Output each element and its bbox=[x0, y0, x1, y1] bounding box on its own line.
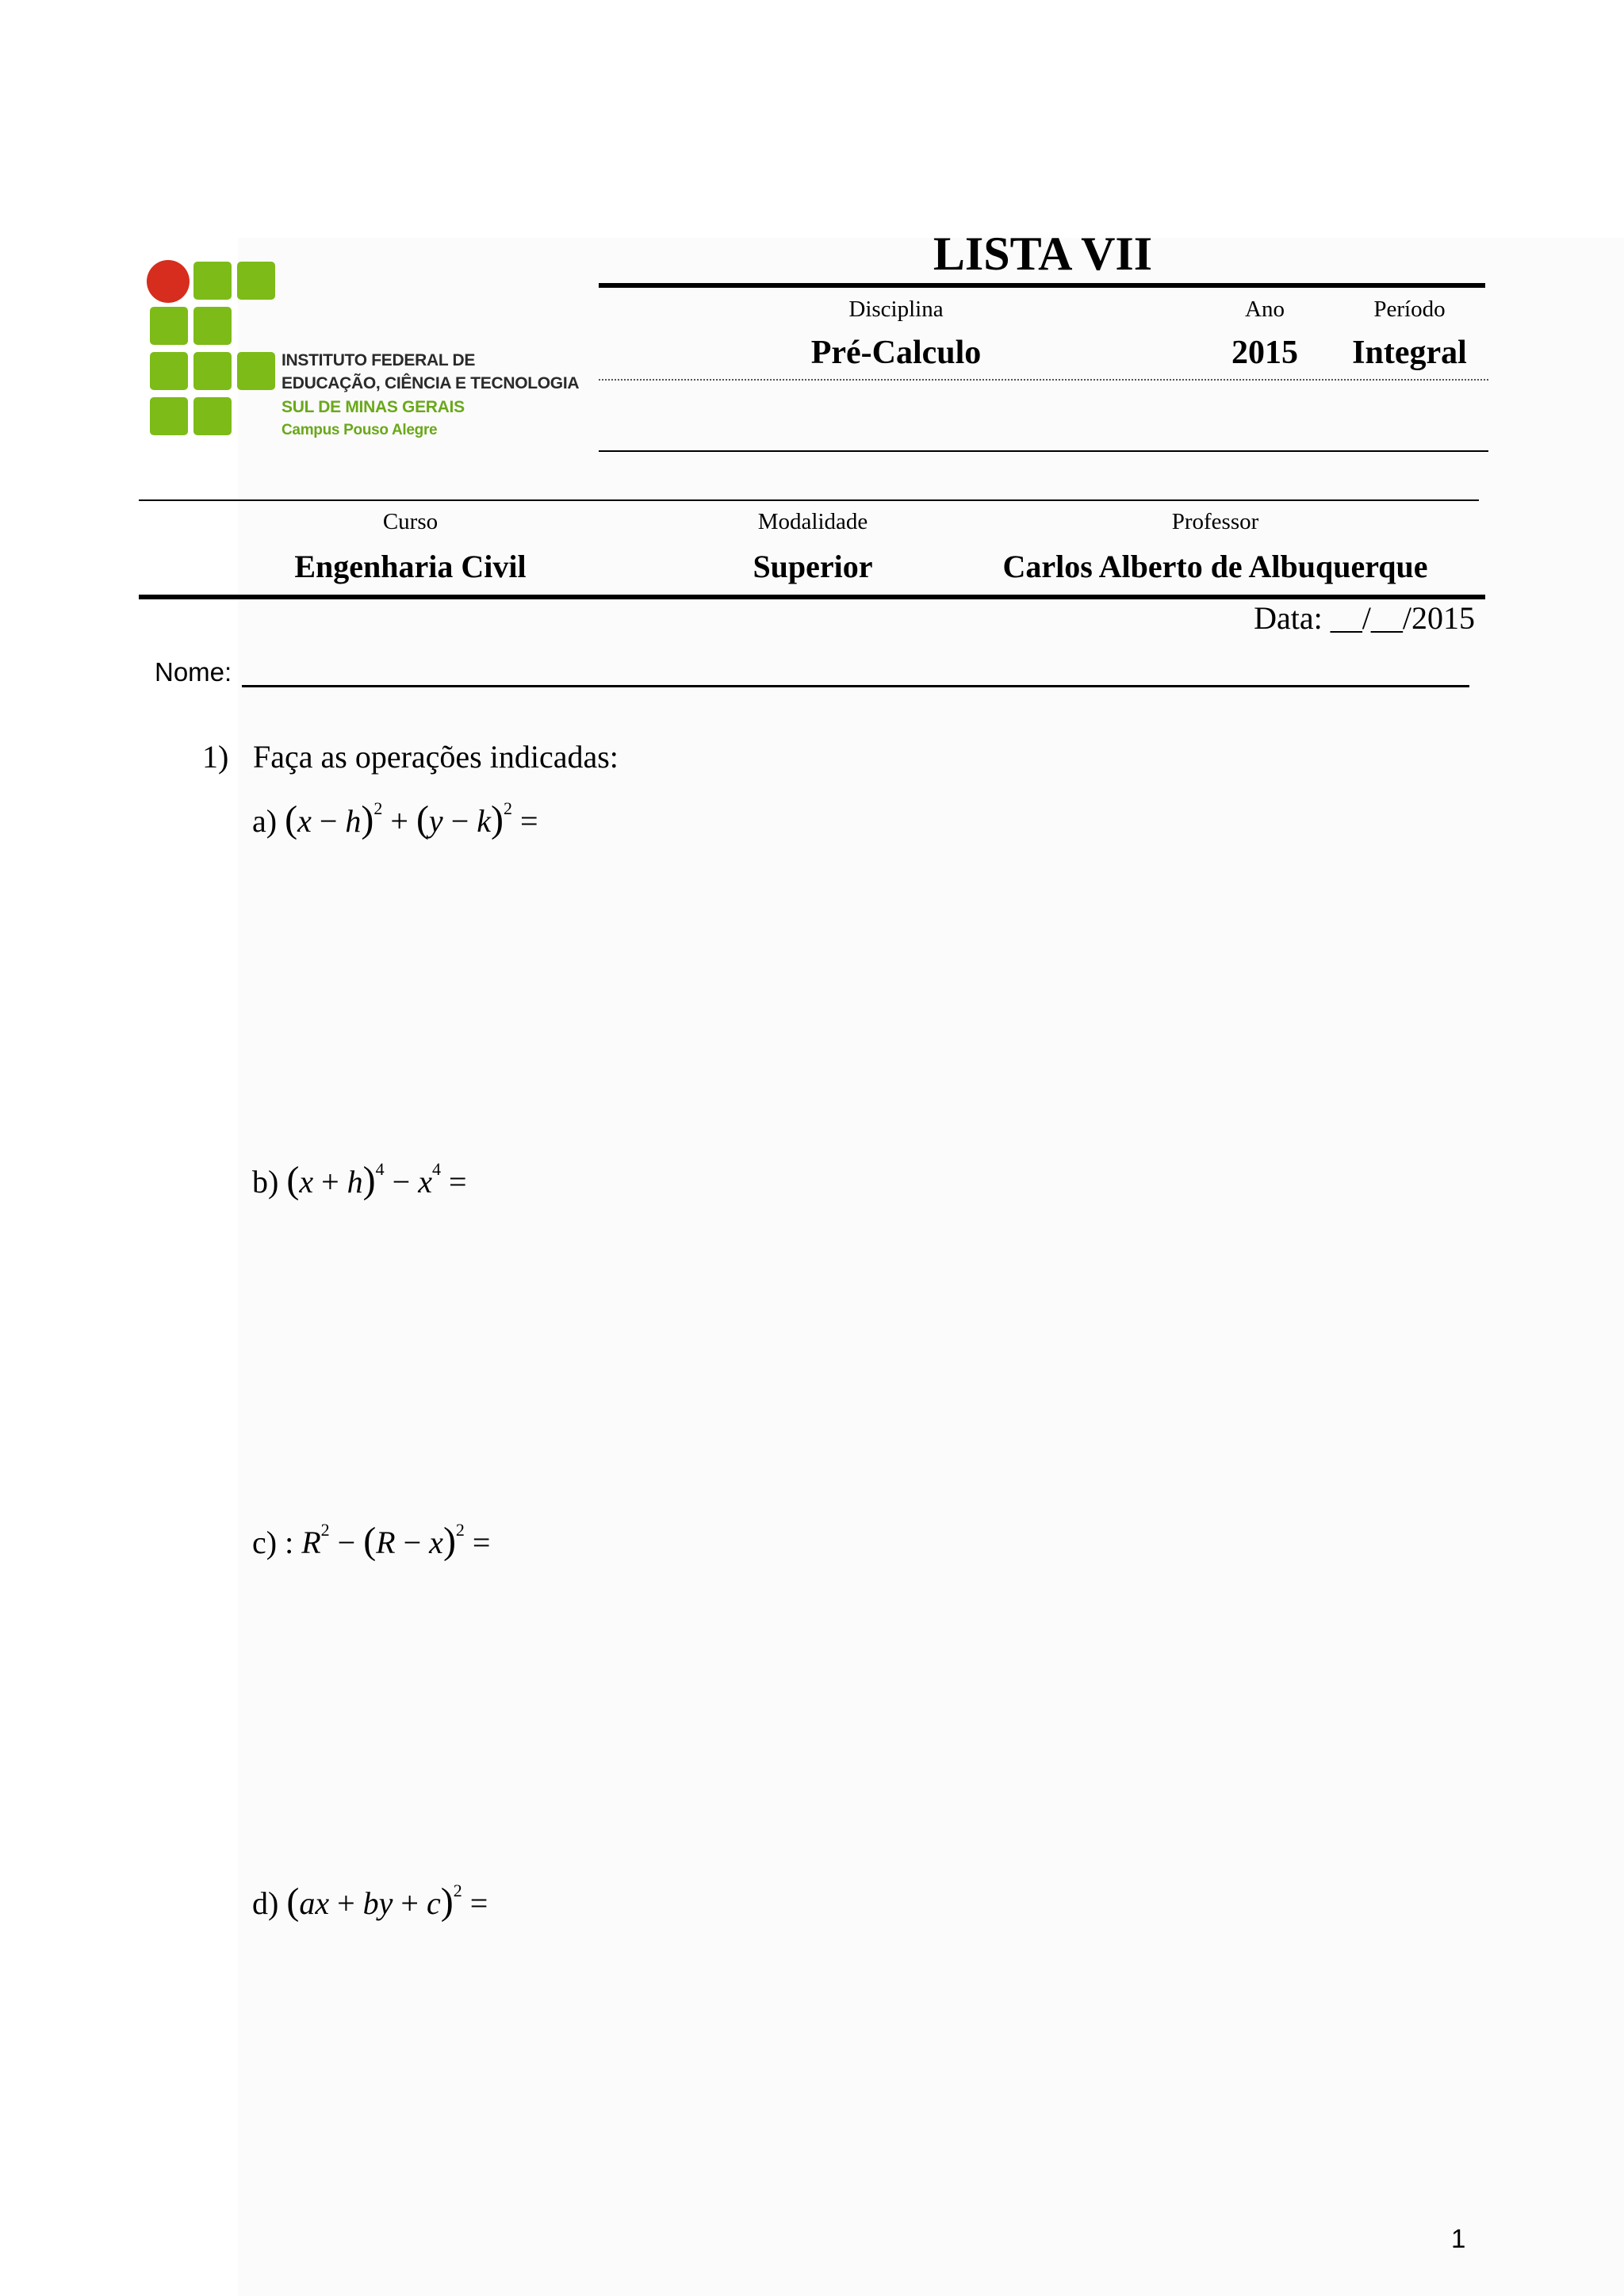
item-label: c) : bbox=[252, 1525, 294, 1560]
title-rule bbox=[599, 283, 1485, 288]
item-expression: (ax + by + c)$^2$ = bbox=[286, 1881, 488, 1923]
professor-label: Professor bbox=[1171, 509, 1259, 534]
item-a bbox=[252, 785, 538, 845]
logo-square bbox=[193, 397, 232, 435]
question-number: 1) bbox=[202, 739, 229, 775]
item-expression: $(x + h)^4 - x^4$ = bbox=[286, 1159, 467, 1201]
disciplina-label: Disciplina bbox=[848, 297, 944, 322]
item-expression: $(x - h)^2 + (y - k)^2$ = bbox=[285, 798, 538, 840]
info-bottom-rule bbox=[139, 595, 1485, 599]
nome-line bbox=[242, 685, 1469, 687]
logo-square bbox=[150, 352, 188, 390]
header-thin-rule bbox=[599, 450, 1488, 452]
item-expression: $R^2 - (R - x)^2$ = bbox=[301, 1520, 491, 1562]
logo-square bbox=[150, 397, 188, 435]
question-1 bbox=[202, 737, 619, 777]
logo-square bbox=[193, 307, 232, 345]
item-label: a) bbox=[252, 803, 278, 839]
curso-label: Curso bbox=[382, 509, 439, 534]
item-b bbox=[252, 1146, 467, 1206]
logo-text-line4: Campus Pouso Alegre bbox=[282, 422, 438, 438]
logo-square bbox=[237, 262, 275, 300]
modalidade-value: Superior bbox=[753, 549, 873, 584]
periodo-value: Integral bbox=[1352, 335, 1467, 371]
curso-value: Engenharia Civil bbox=[294, 549, 527, 584]
ano-value: 2015 bbox=[1231, 335, 1298, 371]
professor-value: Carlos Alberto de Albuquerque bbox=[1002, 549, 1428, 584]
question-prompt: Faça as operações indicadas: bbox=[253, 739, 619, 775]
logo-square bbox=[237, 352, 275, 390]
logo-text-line1: INSTITUTO FEDERAL DE bbox=[282, 351, 476, 369]
institution-logo bbox=[147, 258, 591, 456]
nome-label: Nome: bbox=[155, 657, 232, 687]
item-c bbox=[252, 1506, 490, 1567]
item-label: b) bbox=[252, 1164, 279, 1200]
logo-square bbox=[193, 262, 232, 300]
ano-label: Ano bbox=[1245, 297, 1285, 322]
page-title: LISTA VII bbox=[933, 228, 1153, 280]
disciplina-value: Pré-Calculo bbox=[810, 335, 982, 371]
periodo-label: Período bbox=[1373, 297, 1446, 322]
logo-square bbox=[150, 307, 188, 345]
date-field: Data: __/__/2015 bbox=[1254, 600, 1475, 636]
page-number: 1 bbox=[1451, 2224, 1466, 2253]
item-d bbox=[252, 1867, 488, 1927]
dotted-rule bbox=[599, 379, 1488, 381]
logo-text-line3: SUL DE MINAS GERAIS bbox=[282, 398, 465, 416]
modalidade-label: Modalidade bbox=[757, 509, 868, 534]
logo-text-line2: EDUCAÇÃO, CIÊNCIA E TECNOLOGIA bbox=[282, 374, 580, 392]
logo-red-dot bbox=[147, 260, 190, 303]
item-label: d) bbox=[252, 1885, 279, 1921]
logo-square bbox=[193, 352, 232, 390]
info-top-rule bbox=[139, 499, 1479, 501]
